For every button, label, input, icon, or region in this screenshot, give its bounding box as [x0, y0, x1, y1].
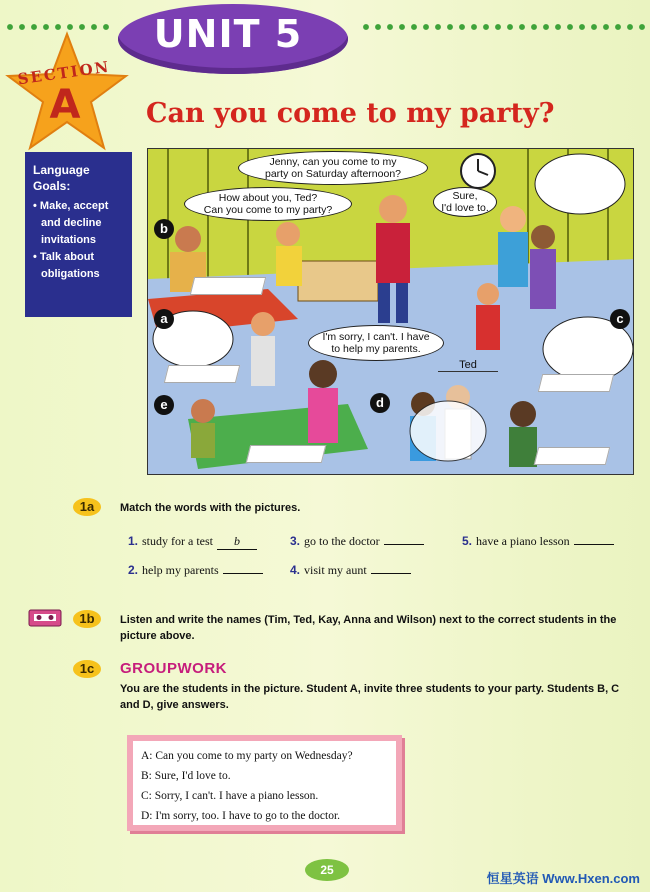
dialog-line: B: Sure, I'd love to. — [141, 770, 231, 782]
exercise-1b-instruction: Listen and write the names (Tim, Ted, Kay, Anna and Wilson) next to the correct students in the picture above. — [120, 614, 617, 642]
watermark: 恒星英语 Www.Hxen.com — [486, 871, 640, 886]
picture-label-e: e — [154, 395, 174, 415]
exercise-1c-instruction: You are the students in the picture. Student A, invite three students to your party. Students B, C and D, give answers. — [120, 683, 620, 711]
match-item-blank[interactable] — [371, 573, 411, 574]
match-item-text: help my parents — [142, 563, 219, 577]
match-item — [290, 534, 424, 549]
speech-bubble: I'm sorry, I can't. I have to help my parents. — [308, 325, 444, 361]
picture-label-c: c — [610, 309, 630, 329]
dialog-box — [127, 735, 402, 831]
cassette-tape-icon — [28, 609, 62, 627]
match-item-blank[interactable] — [223, 573, 263, 574]
match-item — [290, 563, 411, 578]
speech-bubble: How about you, Ted? Can you come to my party? — [184, 187, 352, 221]
match-item-text: visit my aunt — [304, 563, 367, 577]
match-item — [128, 563, 263, 578]
name-answer-slot[interactable] — [190, 277, 266, 295]
picture-label-a: a — [154, 309, 174, 329]
match-item-text: have a piano lesson — [476, 534, 570, 548]
picture-label-d: d — [370, 393, 390, 413]
language-goals-title: Language Goals: — [33, 163, 90, 193]
match-item-blank[interactable] — [574, 544, 614, 545]
match-item-blank[interactable] — [384, 544, 424, 545]
match-item — [128, 534, 257, 550]
dialog-line: A: Can you come to my party on Wednesday? — [141, 750, 353, 762]
exercise-1a-instruction: Match the words with the pictures. — [120, 502, 301, 514]
page-title: Can you come to my party? — [146, 98, 555, 129]
page-number: 25 — [305, 859, 349, 881]
name-answer-slot[interactable] — [534, 447, 610, 465]
match-item-blank[interactable]: b — [217, 534, 257, 550]
name-answer-slot[interactable] — [538, 374, 614, 392]
unit-title: UNIT 5 — [153, 12, 303, 56]
name-tag-ted: Ted — [438, 359, 498, 372]
name-answer-slot[interactable] — [246, 445, 326, 463]
match-item-number: 2. — [128, 563, 139, 577]
exercise-number-1b: 1b — [73, 610, 101, 628]
dialog-line: C: Sorry, I can't. I have a piano lesson. — [141, 790, 319, 802]
match-item-number: 5. — [462, 534, 473, 548]
section-letter: A — [49, 82, 81, 128]
groupwork-label: GROUPWORK — [120, 660, 227, 677]
language-goals-box — [25, 152, 132, 317]
language-goal-item: • Make, accept and decline invitations — [33, 200, 109, 246]
name-answer-slot[interactable] — [164, 365, 240, 383]
match-item-number: 4. — [290, 563, 301, 577]
match-item — [462, 534, 614, 549]
match-item-number: 1. — [128, 534, 139, 548]
exercise-number-1c: 1c — [73, 660, 101, 678]
party-illustration — [147, 148, 634, 475]
decorative-dots-right — [360, 22, 646, 32]
picture-label-b: b — [154, 219, 174, 239]
dialog-line: D: I'm sorry, too. I have to go to the doctor. — [141, 810, 341, 822]
section-word: SECTION — [16, 57, 112, 89]
match-item-number: 3. — [290, 534, 301, 548]
dialog-inner — [133, 741, 396, 825]
match-item-text: study for a test — [142, 534, 214, 548]
match-item-text: go to the doctor — [304, 534, 380, 548]
speech-bubble: Sure, I'd love to. — [433, 187, 497, 217]
speech-bubble: Jenny, can you come to my party on Saturday afternoon? — [238, 151, 428, 185]
language-goal-item: • Talk about obligations — [33, 251, 100, 280]
exercise-number-1a: 1a — [73, 498, 101, 516]
